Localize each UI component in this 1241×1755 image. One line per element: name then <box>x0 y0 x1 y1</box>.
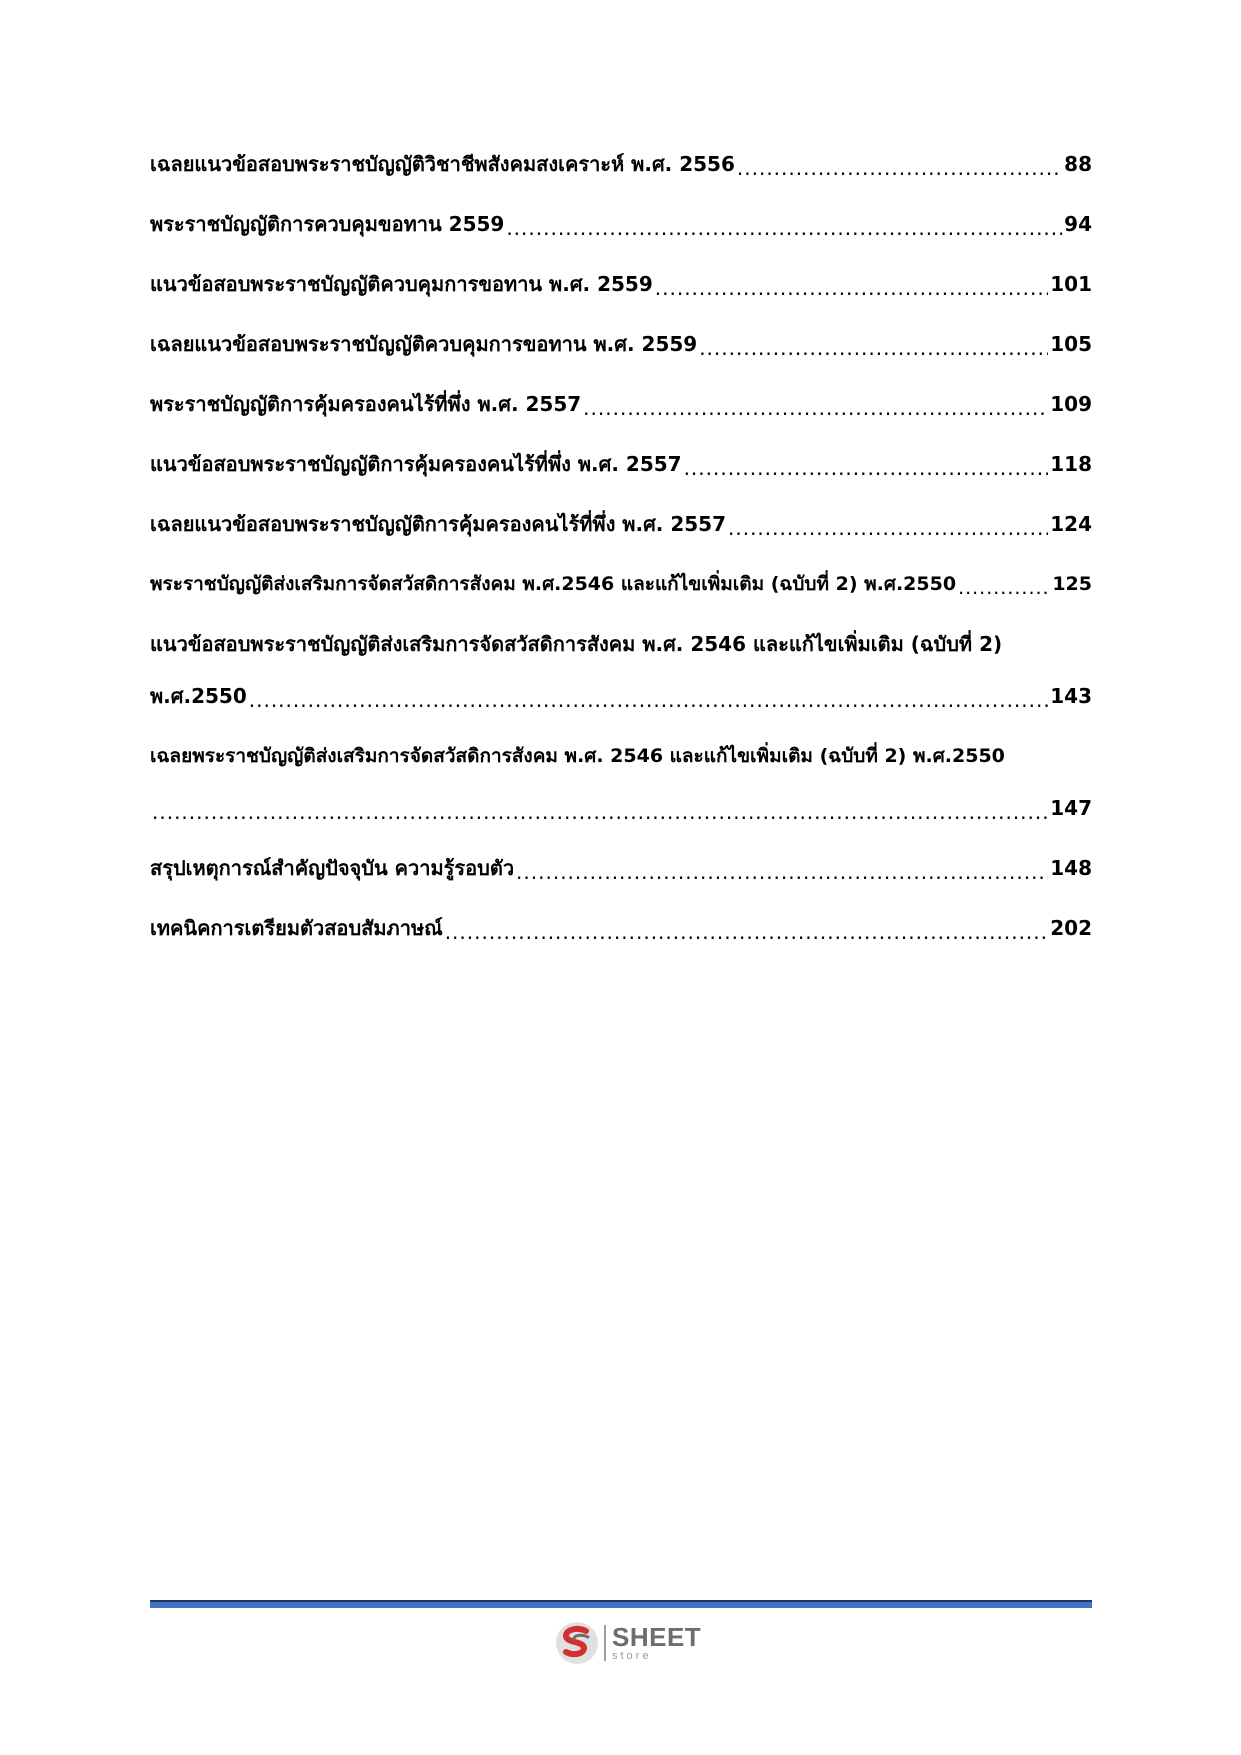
toc-entry-title: แนวข้อสอบพระราชบัญญัติการคุ้มครองคนไร้ที่พึ่ง พ.ศ. 2557 <box>150 452 682 476</box>
dot-leader <box>445 922 1049 942</box>
toc-entry[interactable] <box>150 390 1092 418</box>
toc-entry-title: แนวข้อสอบพระราชบัญญัติส่งเสริมการจัดสวัสดิการสังคม พ.ศ. 2546 และแก้ไขเพิ่มเติม (ฉบับที่ 2) <box>150 632 1003 656</box>
toc-entry-page: 105 <box>1050 332 1092 356</box>
toc-entry[interactable] <box>150 854 1092 882</box>
toc-entry-page: 109 <box>1050 392 1092 416</box>
toc-entry-title: เทคนิคการเตรียมตัวสอบสัมภาษณ์ <box>150 916 443 940</box>
dot-leader <box>249 690 1049 710</box>
sheet-store-s-icon <box>554 1620 600 1666</box>
toc-entry-page: 148 <box>1050 856 1092 880</box>
dot-leader <box>684 458 1049 478</box>
toc-entry-page: 147 <box>1050 796 1092 820</box>
dot-leader <box>958 578 1050 598</box>
toc-entry-title: เฉลยแนวข้อสอบพระราชบัญญัติวิชาชีพสังคมสงเคราะห์ พ.ศ. 2556 <box>150 152 735 176</box>
table-of-contents <box>150 150 1092 974</box>
dot-leader <box>655 278 1048 298</box>
toc-entry-page: 118 <box>1050 452 1092 476</box>
toc-entry-title: พระราชบัญญัติส่งเสริมการจัดสวัสดิการสังคม พ.ศ.2546 และแก้ไขเพิ่มเติม (ฉบับที่ 2) พ.ศ.2550 <box>150 573 957 595</box>
toc-entry-title: พระราชบัญญัติการคุ้มครองคนไร้ที่พึ่ง พ.ศ. 2557 <box>150 392 582 416</box>
logo-sub-text: store <box>612 1650 652 1662</box>
sheet-store-logo <box>554 1618 701 1668</box>
toc-entry[interactable] <box>150 210 1092 238</box>
dot-leader <box>506 218 1062 238</box>
toc-entry-page: 94 <box>1064 212 1092 236</box>
footer-divider <box>150 1600 1092 1608</box>
toc-entry[interactable] <box>150 330 1092 358</box>
logo-brand-text: SHEET <box>612 1622 702 1652</box>
dot-leader <box>728 518 1048 538</box>
toc-entry-title: แนวข้อสอบพระราชบัญญัติควบคุมการขอทาน พ.ศ. 2559 <box>150 272 653 296</box>
toc-entry[interactable] <box>150 630 1092 710</box>
toc-entry[interactable] <box>150 270 1092 298</box>
toc-entry-page: 88 <box>1064 152 1092 176</box>
toc-entry[interactable] <box>150 570 1092 598</box>
toc-entry-page: 124 <box>1050 512 1092 536</box>
toc-entry-page: 101 <box>1050 272 1092 296</box>
toc-entry-title: เฉลยแนวข้อสอบพระราชบัญญัติการคุ้มครองคนไร้ที่พึ่ง พ.ศ. 2557 <box>150 512 726 536</box>
toc-entry[interactable] <box>150 450 1092 478</box>
dot-leader <box>737 158 1062 178</box>
dot-leader <box>583 398 1048 418</box>
toc-entry-page: 202 <box>1050 916 1092 940</box>
toc-entry[interactable] <box>150 150 1092 178</box>
dot-leader <box>516 862 1048 882</box>
toc-entry-page: 143 <box>1050 684 1092 708</box>
logo-divider <box>604 1625 606 1661</box>
toc-entry[interactable] <box>150 742 1092 822</box>
toc-entry[interactable] <box>150 914 1092 942</box>
toc-entry-title-continued: พ.ศ.2550 <box>150 684 247 708</box>
toc-entry-title: พระราชบัญญัติการควบคุมขอทาน 2559 <box>150 212 505 236</box>
toc-entry-title: เฉลยพระราชบัญญัติส่งเสริมการจัดสวัสดิการสังคม พ.ศ. 2546 และแก้ไขเพิ่มเติม (ฉบับที่ 2) พ.ศ.2550 <box>150 745 1005 767</box>
toc-entry-title: สรุปเหตุการณ์สำคัญปัจจุบัน ความรู้รอบตัว <box>150 856 515 880</box>
toc-entry-title: เฉลยแนวข้อสอบพระราชบัญญัติควบคุมการขอทาน พ.ศ. 2559 <box>150 332 698 356</box>
toc-entry-page: 125 <box>1052 573 1092 595</box>
toc-entry[interactable] <box>150 510 1092 538</box>
dot-leader <box>699 338 1048 358</box>
dot-leader <box>152 802 1048 822</box>
